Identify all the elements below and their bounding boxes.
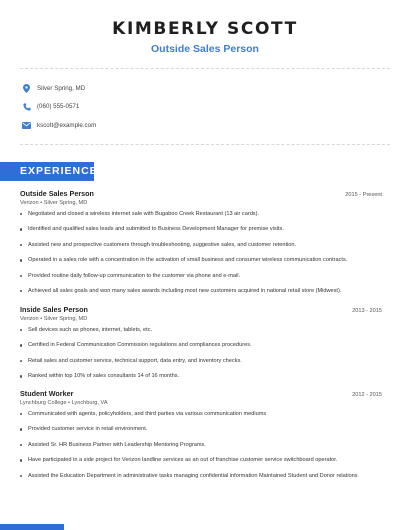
job-bullets bbox=[20, 327, 382, 380]
bullet-item: Have participated in a side project for Verizon landline services as an out of franchise customer service switchboard operator. bbox=[20, 457, 382, 464]
job-entry bbox=[20, 189, 382, 303]
job-entry bbox=[20, 305, 382, 389]
job-company: Verizon • Silver Spring, MD bbox=[20, 316, 88, 322]
bullet-item: Assisted Sr. HR Business Partner with Leadership Mentoring Programs. bbox=[20, 442, 382, 449]
contact-phone bbox=[22, 100, 79, 113]
bullet-item: Sell devices such as phones, internet, tablets, etc. bbox=[20, 327, 382, 334]
phone-text: (060) 555-0571 bbox=[37, 103, 80, 110]
bullet-item: Achieved all sales goals and won many sales awards including most new customers acquired in national retail store (Midwest). bbox=[20, 288, 382, 295]
bullet-item: Provided customer service in retail environment. bbox=[20, 426, 382, 433]
job-bullets bbox=[20, 211, 382, 295]
job-title: Inside Sales Person bbox=[20, 305, 88, 314]
envelope-icon bbox=[22, 121, 31, 131]
location-text: Silver Spring, MD bbox=[37, 85, 86, 92]
job-dates: 2012 - 2015 bbox=[352, 392, 382, 398]
job-company: Verizon • Silver Spring, MD bbox=[20, 200, 88, 206]
bullet-item: Assisted new and prospective customers through troubleshooting, suggestive sales, and customer retention. bbox=[20, 242, 382, 249]
section-title: EXPERIENCE bbox=[20, 165, 98, 177]
contact-email bbox=[22, 119, 96, 132]
bullet-item: Provided routine daily follow-up communication to the customer via phone and e-mail. bbox=[20, 273, 382, 280]
job-dates: 2015 - Present bbox=[345, 192, 382, 198]
contact-divider bbox=[20, 144, 390, 145]
job-title: Outside Sales Person bbox=[20, 189, 94, 198]
bullet-item: Retail sales and customer service, technical support, data entry, and inventory checks. bbox=[20, 358, 382, 365]
contact-location bbox=[22, 82, 85, 95]
bullet-item: Negotiated and closed a wireless internet sale with Bugaboo Creek Restaurant (13 air cards). bbox=[20, 211, 382, 218]
job-entry bbox=[20, 389, 382, 488]
experience-section-tab bbox=[0, 162, 98, 181]
phone-icon bbox=[22, 102, 31, 112]
email-text: kscott@example.com bbox=[37, 122, 97, 129]
job-dates: 2013 - 2015 bbox=[352, 308, 382, 314]
bullet-item: Assisted the Education Department in administrative tasks managing confidential information Maintained Student and Donor relations bbox=[20, 473, 382, 480]
candidate-name: KIMBERLY SCOTT bbox=[112, 19, 298, 39]
bullet-item: Ranked within top 10% of sales consultants 14 of 16 months. bbox=[20, 373, 382, 380]
header-divider bbox=[20, 68, 390, 69]
next-section-tab bbox=[0, 524, 64, 530]
bullet-item: Operated in a sales role with a concentration in the activation of small business and consumer wireless communication contracts. bbox=[20, 257, 382, 264]
bullet-item: Identified and qualified sales leads and submitted to Business Development Manager for premise visits. bbox=[20, 226, 382, 233]
bullet-item: Certified in Federal Communication Commission regulations and compliances procedures. bbox=[20, 342, 382, 349]
job-company: Lynchburg College • Lynchburg, VA bbox=[20, 400, 108, 406]
candidate-role: Outside Sales Person bbox=[151, 43, 259, 55]
bullet-item: Communicated with agents, policyholders, and third parties via various communication mediums bbox=[20, 411, 382, 418]
map-pin-icon bbox=[22, 84, 31, 94]
job-title: Student Worker bbox=[20, 389, 74, 398]
job-bullets bbox=[20, 411, 382, 480]
resume-header bbox=[0, 19, 410, 56]
